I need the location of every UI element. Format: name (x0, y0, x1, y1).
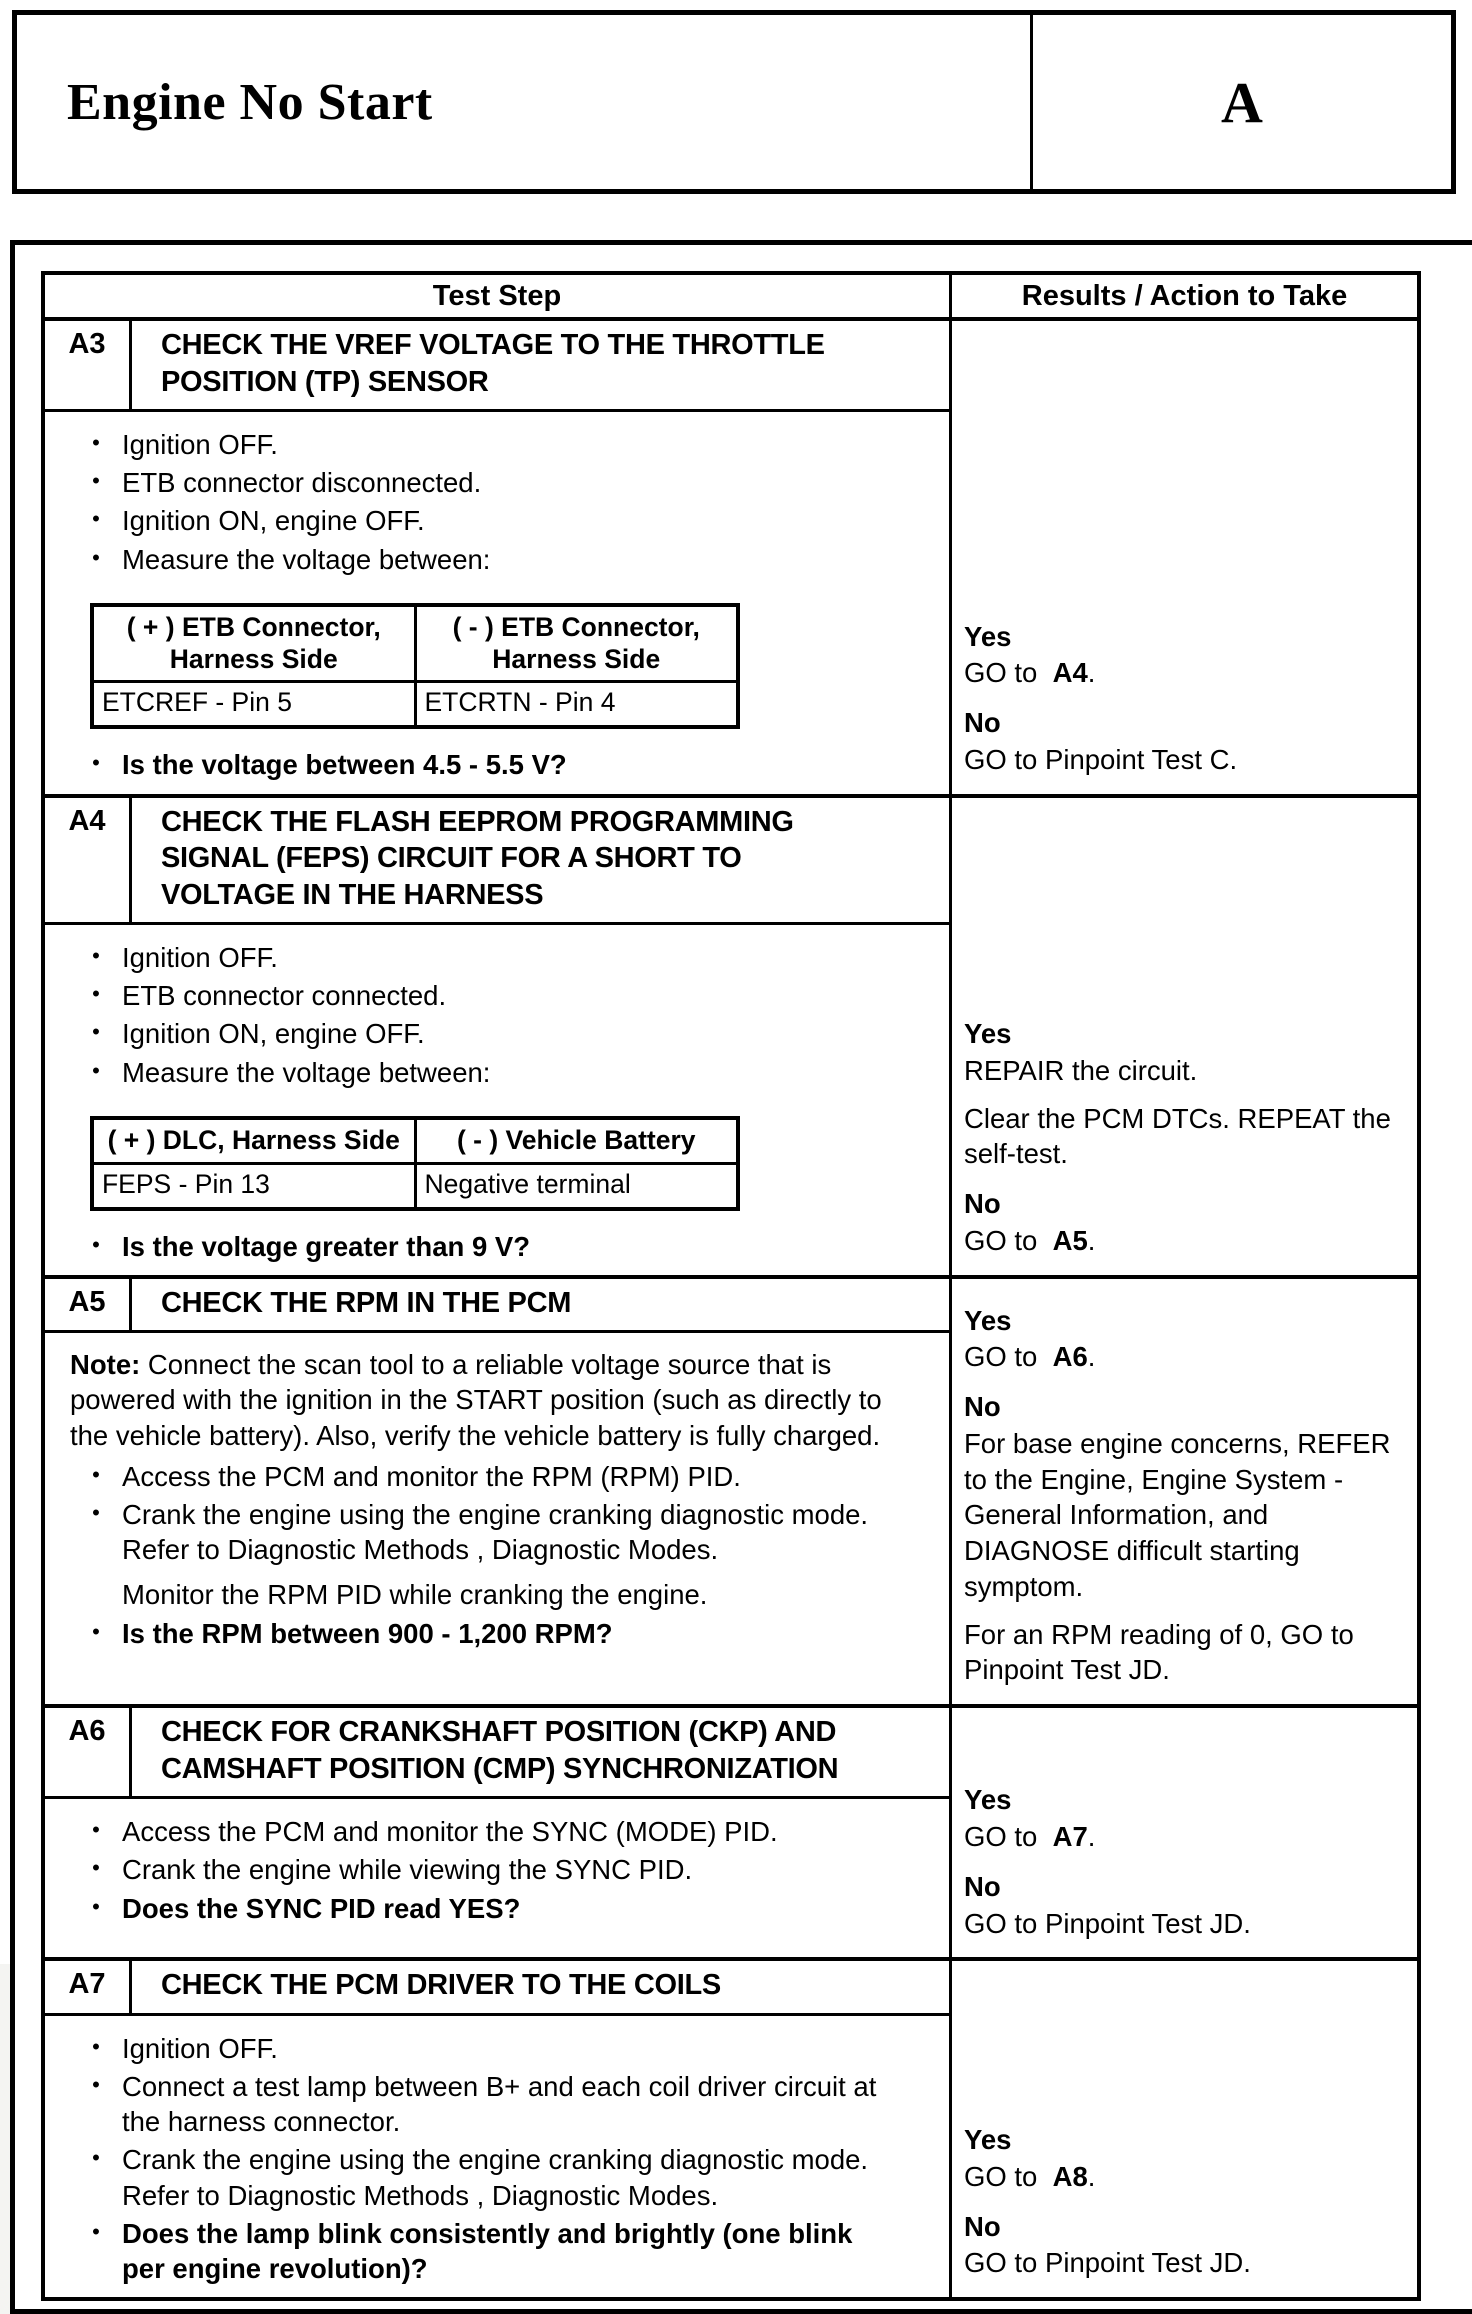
results-column-cell (952, 798, 1417, 1275)
result-label: Yes (964, 620, 1012, 652)
result-action (964, 655, 1403, 691)
result-action (964, 1617, 1403, 1689)
step-bullet (70, 503, 931, 538)
bullet-text (122, 1016, 931, 1051)
test-step-cell (45, 798, 952, 1275)
text: Ignition ON, engine OFF. (122, 505, 425, 537)
result-action (964, 2159, 1403, 2195)
step-bullet (70, 1814, 931, 1849)
results-cell (952, 1708, 1417, 1957)
step-question (70, 747, 931, 782)
step-bullet (70, 1055, 931, 1090)
result-label: Yes (964, 1784, 1012, 1816)
text: GO to (964, 657, 1053, 689)
bullet-text (122, 978, 931, 1013)
text: GO to (964, 1341, 1053, 1373)
step-question (70, 1616, 931, 1651)
step-bullet (70, 2142, 931, 2212)
text: GO to Pinpoint Test JD. (964, 2247, 1251, 2279)
step-title: CHECK THE FLASH EEPROM PROGRAMMING SIGNAL (FEPS) CIRCUIT FOR A SHORT TO VOLTAGE IN THE HARNESS (161, 805, 794, 911)
result-label: Yes (964, 2124, 1012, 2156)
text: GO to (964, 1224, 1053, 1256)
bullet-text (122, 427, 931, 462)
page-title: Engine No Start (67, 73, 433, 131)
text: Is the voltage greater than 9 V? (122, 1230, 531, 1262)
step-title: CHECK THE PCM DRIVER TO THE COILS (161, 1969, 721, 2002)
step-id: A6 (45, 1708, 132, 1796)
step-question (70, 2216, 931, 2286)
measurement-table-value: ETCRTN - Pin 4 (415, 682, 738, 727)
measurement-table-header: ( - ) ETB Connector, Harness Side (415, 605, 738, 682)
result-label: Yes (964, 1018, 1012, 1050)
bullet-text (122, 1616, 931, 1651)
step-question (70, 1229, 931, 1264)
bullet-icon: • (92, 1893, 100, 1919)
test-step-cell (45, 1961, 952, 2297)
results-column-header: Results / Action to Take (1021, 279, 1348, 312)
text: GO to (964, 2160, 1053, 2192)
step-plain-line (122, 1577, 901, 1612)
result-label: No (964, 707, 1001, 738)
step-bullet (70, 2069, 931, 2139)
text: Ignition ON, engine OFF. (122, 1018, 425, 1050)
step-bullet (70, 1852, 931, 1887)
bullet-icon: • (92, 1057, 100, 1083)
measurement-table-header-row (92, 1118, 738, 1163)
result-action (964, 1906, 1403, 1942)
step-bullet (70, 465, 931, 500)
header-title-cell (17, 15, 1033, 189)
text: Measure the voltage between: (122, 543, 491, 575)
result-action (964, 1819, 1403, 1855)
bullet-icon: • (92, 2072, 100, 2098)
step-instructions (45, 1799, 949, 1957)
result-label: No (964, 1188, 1001, 1220)
step-bullet (70, 542, 931, 577)
step-title: CHECK FOR CRANKSHAFT POSITION (CKP) AND CAMSHAFT POSITION (CMP) SYNCHRONIZATION (161, 1716, 839, 1785)
bullet-icon: • (92, 1618, 100, 1644)
results-cell (952, 321, 1417, 794)
measurement-table-value: ETCREF - Pin 5 (92, 682, 415, 727)
results-cell (952, 1961, 1417, 2297)
text: Monitor the RPM PID while cranking the engine. (122, 1579, 708, 1611)
step-title-row (45, 1708, 949, 1799)
step-bullet (70, 978, 931, 1013)
bullet-icon: • (92, 750, 100, 776)
bullet-text (122, 2142, 931, 2212)
header-code-cell (1033, 15, 1451, 189)
text: ETB connector connected. (122, 980, 447, 1012)
test-step-row-A5 (45, 1275, 1417, 1705)
step-note (70, 1347, 901, 1453)
result-action (964, 742, 1403, 778)
step-title-row (45, 1961, 949, 2016)
measurement-table-value-row (92, 682, 738, 727)
bullet-icon: • (92, 1500, 100, 1526)
test-step-column-header: Test Step (45, 275, 952, 317)
test-step-row-A4 (45, 794, 1417, 1275)
test-step-row-A3 (45, 317, 1417, 794)
bullet-icon: • (92, 544, 100, 570)
bullet-text (122, 1852, 931, 1887)
result-label: No (964, 2210, 1001, 2242)
result-action (964, 1339, 1403, 1375)
results-column-cell (952, 1961, 1417, 2297)
measurement-table-header: ( + ) ETB Connector, Harness Side (92, 605, 415, 682)
result-action (964, 1223, 1403, 1259)
diagnostic-table (41, 271, 1421, 2301)
step-instructions (45, 925, 949, 1275)
text: Does the lamp blink consistently and brightly (one blink per engine revolution)? (122, 2217, 853, 2284)
bullet-icon: • (92, 1855, 100, 1881)
text: . (1087, 1224, 1096, 1256)
result-action (964, 1426, 1403, 1605)
measurement-table (90, 1116, 740, 1211)
measurement-table-value: FEPS - Pin 13 (92, 1163, 415, 1208)
step-instructions (45, 1333, 949, 1704)
step-id: A4 (45, 798, 132, 923)
table-header-row (45, 275, 1417, 317)
step-title-row (45, 1279, 949, 1334)
result-action (964, 1053, 1403, 1089)
bold-text: A6 (1052, 1341, 1088, 1373)
step-title-row (45, 321, 949, 412)
bullet-icon: • (92, 2033, 100, 2059)
text: Is the RPM between 900 - 1,200 RPM? (122, 1617, 613, 1649)
test-step-row-A6 (45, 1704, 1417, 1957)
step-id: A7 (45, 1961, 132, 2013)
bullet-icon: • (92, 1461, 100, 1487)
measurement-table (90, 603, 740, 730)
measurement-table-value-row (92, 1163, 738, 1208)
bullet-icon: • (92, 2218, 100, 2244)
measurement-table-header-row (92, 605, 738, 682)
step-title: CHECK THE RPM IN THE PCM (161, 1286, 572, 1319)
pinpoint-test-section (10, 240, 1472, 2314)
bullet-text (122, 1055, 931, 1090)
text: GO to (964, 1821, 1053, 1853)
step-bullet (70, 1497, 931, 1567)
bullet-icon: • (92, 943, 100, 969)
result-label: No (964, 1391, 1001, 1423)
result-label: Yes (964, 1304, 1012, 1336)
text: Crank the engine while viewing the SYNC PID. (122, 1854, 693, 1886)
bullet-text (122, 747, 931, 782)
test-step-cell (45, 1708, 952, 1957)
bullet-text (122, 1497, 931, 1567)
bullet-icon: • (92, 1817, 100, 1843)
measurement-table-header: ( - ) Vehicle Battery (415, 1118, 738, 1163)
text: ETB connector disconnected. (122, 467, 482, 499)
text: . (1087, 2160, 1096, 2192)
results-column-cell (952, 321, 1417, 794)
result-action (964, 1101, 1403, 1173)
bullet-icon: • (92, 2145, 100, 2171)
text: Crank the engine using the engine cranking diagnostic mode. Refer to Diagnostic Methods , Diagnostic Modes. (122, 1499, 869, 1566)
bold-text: A5 (1052, 1224, 1088, 1256)
bullet-icon: • (92, 1231, 100, 1257)
text: Does the SYNC PID read YES? (122, 1892, 521, 1924)
test-step-row-A7 (45, 1957, 1417, 2297)
text: Ignition OFF. (122, 429, 278, 461)
text: For an RPM reading of 0, GO to Pinpoint Test JD. (964, 1618, 1362, 1686)
measurement-table-value: Negative terminal (415, 1163, 738, 1208)
measurement-table-header: ( + ) DLC, Harness Side (92, 1118, 415, 1163)
step-question (70, 1891, 931, 1926)
text: GO to Pinpoint Test JD. (964, 1907, 1251, 1939)
pinpoint-test-letter: A (1221, 69, 1263, 135)
step-id: A5 (45, 1279, 132, 1331)
step-bullet (70, 940, 931, 975)
page-header-box (12, 10, 1456, 194)
text: Connect a test lamp between B+ and each coil driver circuit at the harness connector. (122, 2071, 877, 2138)
step-title: CHECK THE VREF VOLTAGE TO THE THROTTLE POSITION (TP) SENSOR (161, 329, 825, 398)
text: Clear the PCM DTCs. REPEAT the self-test. (964, 1102, 1399, 1170)
bullet-text (122, 542, 931, 577)
step-bullet (70, 1459, 931, 1494)
text: Is the voltage between 4.5 - 5.5 V? (122, 749, 567, 781)
test-step-cell (45, 321, 952, 794)
results-cell (952, 798, 1417, 1275)
step-instructions (45, 2016, 949, 2297)
result-label: No (964, 1870, 1001, 1902)
results-cell (952, 1279, 1417, 1705)
bullet-text (122, 1891, 931, 1926)
results-column-cell (952, 1279, 1417, 1705)
result-action (964, 2245, 1403, 2281)
bullet-text (122, 2069, 931, 2139)
test-step-cell (45, 1279, 952, 1705)
results-column-cell (952, 1708, 1417, 1957)
step-title-row (45, 798, 949, 926)
step-id: A3 (45, 321, 132, 409)
bullet-text (122, 2216, 931, 2286)
bullet-icon: • (92, 468, 100, 494)
step-bullet (70, 1016, 931, 1051)
bullet-text (122, 1229, 931, 1264)
bullet-icon: • (92, 430, 100, 456)
step-instructions (45, 412, 949, 793)
bullet-text (122, 1814, 931, 1849)
text: Ignition OFF. (122, 2032, 278, 2064)
text: REPAIR the circuit. (964, 1054, 1198, 1086)
bullet-text (122, 503, 931, 538)
bullet-icon: • (92, 506, 100, 532)
bold-text: A7 (1052, 1821, 1088, 1853)
step-bullet (70, 427, 931, 462)
bullet-icon: • (92, 1019, 100, 1045)
bold-text: A4 (1052, 657, 1088, 689)
bullet-text (122, 465, 931, 500)
text: Crank the engine using the engine cranking diagnostic mode. Refer to Diagnostic Methods , Diagnostic Modes. (122, 2144, 869, 2211)
bullet-text (122, 940, 931, 975)
text: . (1087, 1341, 1096, 1373)
text: Access the PCM and monitor the RPM (RPM) PID. (122, 1460, 741, 1492)
text: Connect the scan tool to a reliable voltage source that is powered with the ignition in the START position (such as directly to the vehicle battery). Also, verify the vehicle battery is fully charged. (70, 1349, 882, 1451)
step-bullet (70, 2031, 931, 2066)
bold-text: A8 (1052, 2160, 1088, 2192)
text: Measure the voltage between: (122, 1056, 491, 1088)
text: Ignition OFF. (122, 942, 278, 974)
bullet-text (122, 2031, 931, 2066)
text: For base engine concerns, REFER to the Engine, Engine System - General Information, and DIAGNOSE difficult starting symptom. (964, 1427, 1399, 1602)
bullet-icon: • (92, 981, 100, 1007)
text: Access the PCM and monitor the SYNC (MODE) PID. (122, 1816, 778, 1848)
text: GO to Pinpoint Test C. (964, 743, 1238, 775)
text: . (1087, 1821, 1096, 1853)
bold-text: Note: (70, 1349, 148, 1381)
bullet-text (122, 1459, 931, 1494)
text: . (1087, 657, 1096, 689)
